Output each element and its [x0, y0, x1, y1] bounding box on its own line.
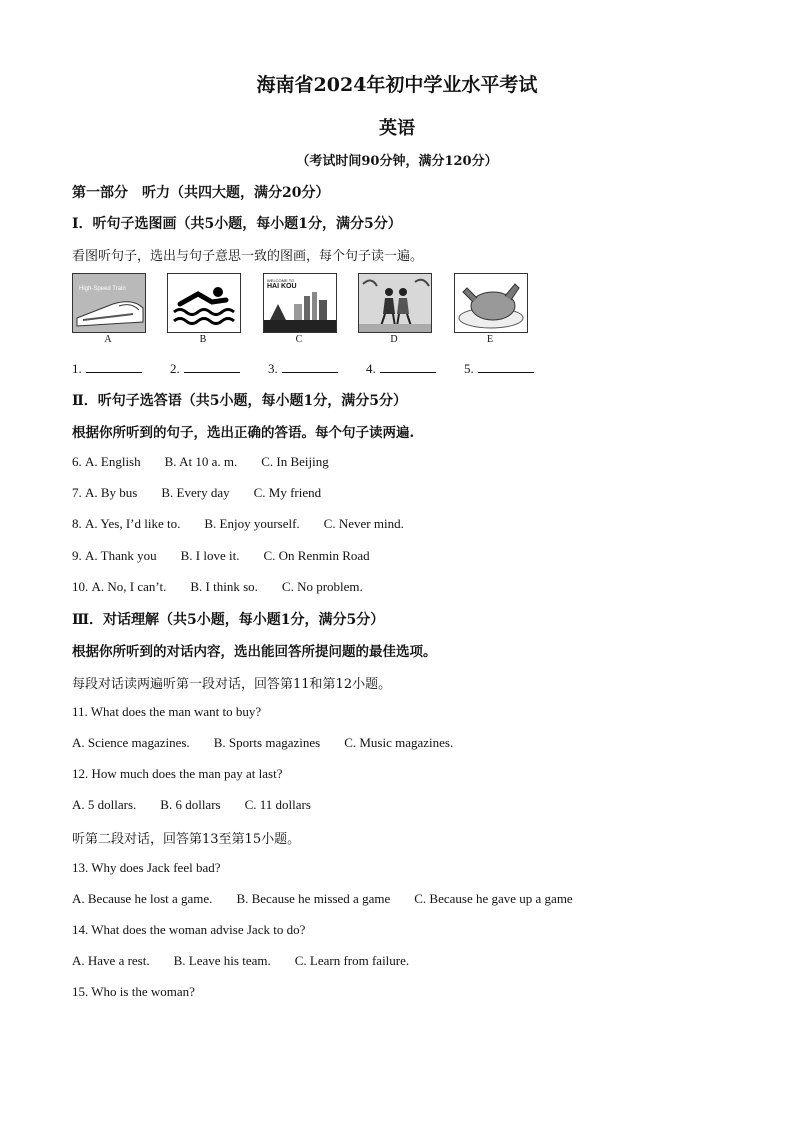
option-a[interactable]: A. Because he lost a game. [72, 891, 213, 906]
question-15-text: 15. Who is the woman? [72, 984, 195, 999]
option-b[interactable]: B. At 10 a. m. [164, 454, 238, 469]
option-c[interactable]: C. Because he gave up a game [414, 891, 573, 906]
option-c[interactable]: C. Learn from failure. [294, 953, 410, 968]
exam-title: 海南省2024年初中学业水平考试 [256, 74, 538, 96]
option-c[interactable]: C. My friend [253, 485, 322, 500]
picture-label-c: C [295, 334, 303, 345]
question-8: 8. A. Yes, I’d like to. B. Enjoy yourself. C. Never mind. [72, 516, 404, 531]
picture-label-d: D [390, 334, 398, 345]
option-b[interactable]: B. Because he missed a game [236, 891, 391, 906]
question-14-text: 14. What does the woman advise Jack to do? [72, 922, 306, 937]
question-14-options [72, 953, 433, 969]
high-speed-train-icon [73, 274, 145, 332]
option-b[interactable]: B. Sports magazines [213, 735, 321, 750]
exam-info: （考试时间90分钟，满分120分） [296, 154, 498, 169]
option-c[interactable]: C. In Beijing [261, 454, 329, 469]
question-10: 10. A. No, I can’t. B. I think so. C. No problem. [72, 579, 363, 594]
option-b[interactable]: B. 6 dollars [160, 797, 221, 812]
high-speed-train-caption: High-Speed Train [79, 286, 126, 292]
option-c[interactable]: C. Music magazines. [344, 735, 454, 750]
answer-blank-2[interactable]: 2. [170, 360, 240, 377]
option-b[interactable]: B. I think so. [190, 579, 258, 594]
option-a[interactable]: A. Thank you [85, 548, 157, 563]
question-12-options [72, 797, 335, 813]
picture-label-b: B [199, 334, 207, 345]
section3-heading: Ⅲ．对话理解（共5小题，每小题1分，满分5分） [72, 612, 385, 628]
question-11-text: 11. What does the man want to buy? [72, 704, 262, 719]
option-a[interactable]: A. 5 dollars. [72, 797, 137, 812]
part1-heading: 第一部分 听力（共四大题，满分20分） [72, 185, 330, 201]
answer-blank-5[interactable]: 5. [464, 360, 534, 377]
option-c[interactable]: C. Never mind. [323, 516, 404, 531]
option-b[interactable]: B. Every day [161, 485, 230, 500]
picture-d [358, 273, 432, 333]
option-a[interactable]: A. Science magazines. [72, 735, 190, 750]
dancers-icon [359, 274, 431, 332]
city-skyline-icon [264, 274, 336, 332]
dialogue2-note: 听第二段对话，回答第13至第15小题。 [72, 832, 301, 847]
option-b[interactable]: B. Enjoy yourself. [204, 516, 300, 531]
question-12-text: 12. How much does the man pay at last? [72, 766, 283, 781]
section2-heading: Ⅱ．听句子选答语（共5小题，每小题1分，满分5分） [72, 393, 408, 409]
question-9: 9. A. Thank you B. I love it. C. On Renmin Road [72, 548, 370, 563]
picture-a [72, 273, 146, 333]
option-b[interactable]: B. I love it. [180, 548, 240, 563]
option-a[interactable]: A. English [85, 454, 141, 469]
picture-label-a: A [104, 334, 112, 345]
dialogue1-note: 每段对话读两遍听第一段对话，回答第11和第12小题。 [72, 677, 392, 692]
swimmer-icon [168, 274, 240, 332]
picture-c [263, 273, 337, 333]
roast-chicken-icon [455, 274, 527, 332]
section1-instruction: 看图听句子，选出与句子意思一致的图画，每个句子读一遍。 [72, 249, 424, 264]
option-a[interactable]: A. Yes, I’d like to. [85, 516, 181, 531]
option-a[interactable]: A. No, I can’t. [91, 579, 167, 594]
answer-blank-1[interactable]: 1. [72, 360, 142, 377]
option-c[interactable]: C. On Renmin Road [263, 548, 370, 563]
section1-heading: Ⅰ．听句子选图画（共5小题，每小题1分，满分5分） [72, 216, 402, 232]
question-7: 7. A. By bus B. Every day C. My friend [72, 485, 322, 500]
option-c[interactable]: C. No problem. [281, 579, 363, 594]
option-a[interactable]: A. By bus [85, 485, 138, 500]
picture-label-e: E [486, 334, 494, 345]
section2-instruction: 根据你所听到的句子，选出正确的答语。每个句子读两遍. [72, 425, 415, 441]
option-a[interactable]: A. Have a rest. [72, 953, 150, 968]
question-13-text: 13. Why does Jack feel bad? [72, 860, 221, 875]
answer-blank-3[interactable]: 3. [268, 360, 338, 377]
picture-e [454, 273, 528, 333]
option-b[interactable]: B. Leave his team. [173, 953, 271, 968]
question-13-options [72, 891, 597, 907]
picture-b [167, 273, 241, 333]
welcome-caption: WELCOME TO [267, 278, 295, 283]
section3-instruction: 根据你所听到的对话内容，选出能回答所提问题的最佳选项。 [72, 644, 437, 660]
question-11-options [72, 735, 477, 751]
subject-title: 英语 [379, 118, 415, 139]
question-6: 6. A. English B. At 10 a. m. C. In Beijing [72, 454, 329, 469]
haikou-caption: HAI KOU [267, 283, 297, 290]
answer-blank-4[interactable]: 4. [366, 360, 436, 377]
option-c[interactable]: C. 11 dollars [244, 797, 311, 812]
